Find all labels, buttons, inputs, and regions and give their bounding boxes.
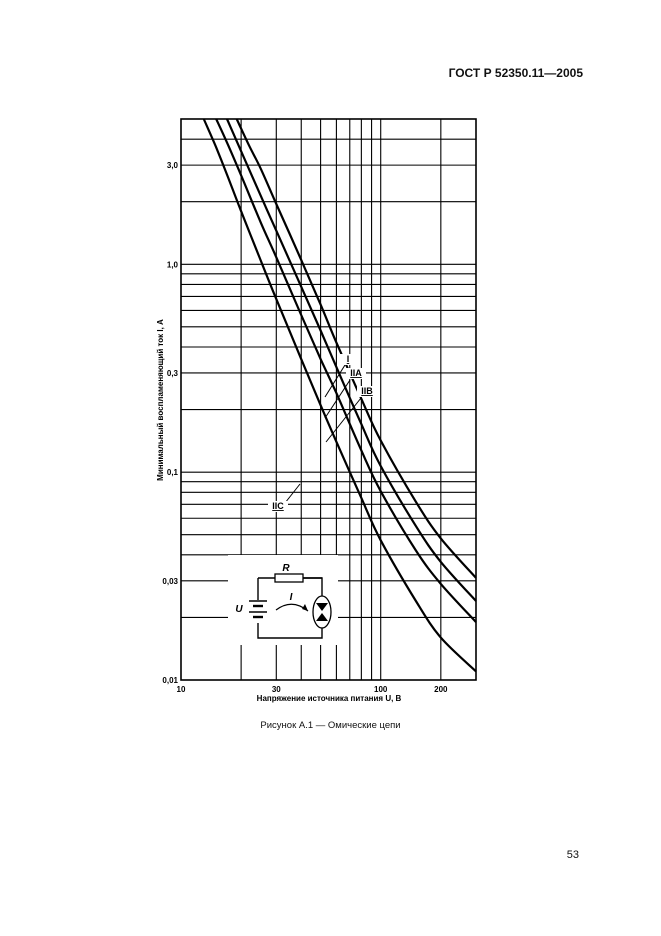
source-label: U	[235, 604, 243, 615]
curve-label-iib: IIB	[361, 386, 373, 396]
curve-leader-iic	[285, 484, 300, 503]
y-tick-label: 3,0	[166, 161, 178, 171]
y-tick-label: 1,0	[166, 260, 178, 270]
spark-gap-symbol	[313, 596, 331, 628]
x-tick-label: 200	[434, 685, 448, 694]
y-axis-label: Минимальный воспламеняющий ток I, А	[156, 319, 165, 481]
circuit-inset	[228, 555, 338, 645]
x-tick-label: 100	[374, 685, 388, 694]
curve-label-iic: IIC	[272, 501, 284, 511]
y-tick-label: 0,1	[166, 468, 178, 478]
x-tick-label: 10	[176, 685, 186, 694]
curve-label-leaders	[268, 354, 377, 512]
y-tick-label: 0,3	[166, 368, 178, 378]
x-axis-label: Напряжение источника питания U, В	[256, 694, 402, 703]
resistor-label: R	[282, 563, 290, 574]
resistor-symbol	[275, 574, 303, 582]
curve-label-iia: IIA	[350, 368, 362, 378]
y-tick-label: 0,03	[162, 576, 178, 586]
figure-caption: Рисунок А.1 — Омические цепи	[260, 720, 401, 731]
current-label: I	[289, 592, 293, 603]
document-header: ГОСТ Р 52350.11—2005	[448, 66, 583, 80]
x-tick-label: 30	[271, 685, 281, 694]
curve-label-i: I	[346, 354, 350, 364]
y-tick-label: 0,01	[162, 676, 178, 685]
x-axis-ticks	[177, 685, 449, 694]
curve-leader-iia	[325, 380, 350, 418]
page-number: 53	[566, 849, 579, 861]
